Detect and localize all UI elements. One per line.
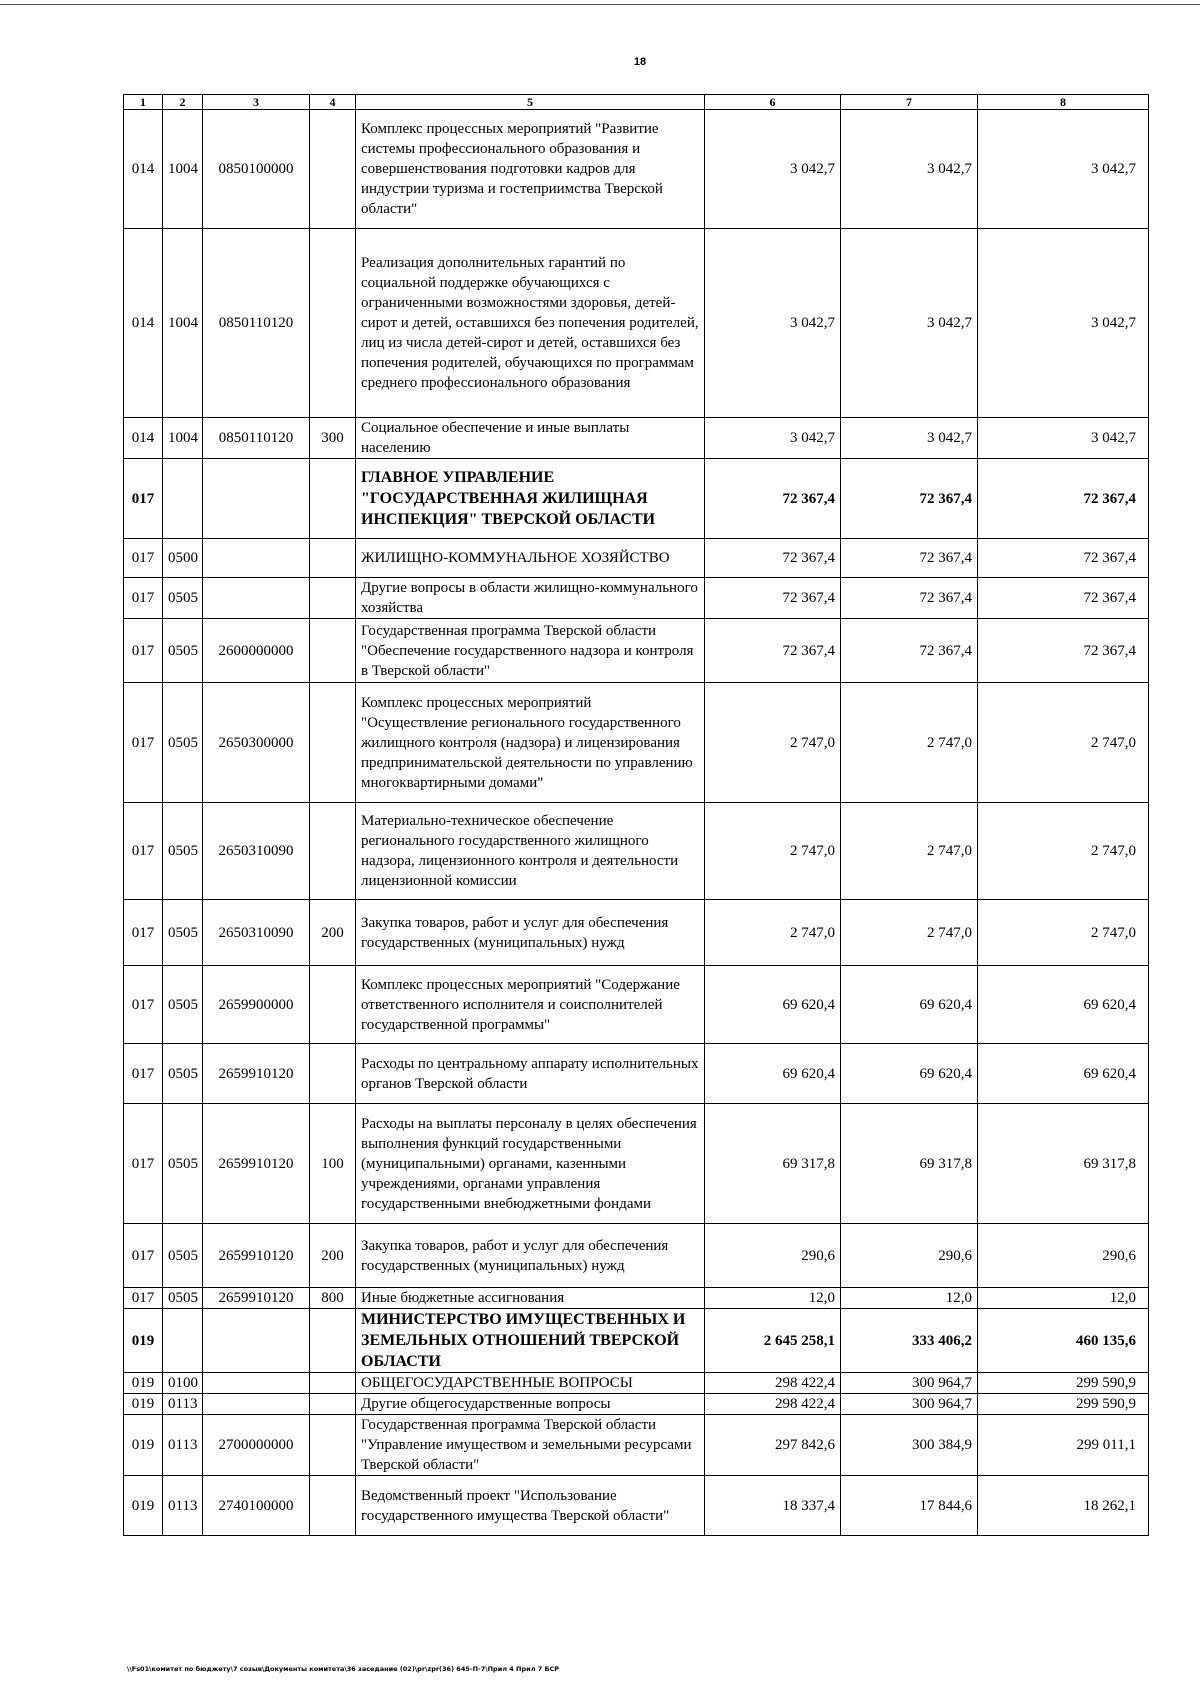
ministry-code: 017 — [124, 966, 163, 1044]
expense-type: 800 — [310, 1288, 356, 1309]
section-code: 0505 — [163, 900, 203, 966]
amount-col6: 72 367,4 — [705, 578, 841, 619]
amount-col8: 299 590,9 — [978, 1394, 1149, 1415]
ministry-code: 017 — [124, 683, 163, 803]
target-article: 2740100000 — [203, 1476, 310, 1536]
item-name: Государственная программа Тверской области "Управление имуществом и земельными ресурсами Тверской области" — [356, 1415, 705, 1476]
amount-col7: 3 042,7 — [841, 110, 978, 229]
section-code: 1004 — [163, 110, 203, 229]
target-article: 0850110120 — [203, 229, 310, 418]
expense-type — [310, 803, 356, 900]
amount-col6: 72 367,4 — [705, 539, 841, 578]
section-code: 0113 — [163, 1476, 203, 1536]
amount-col6: 3 042,7 — [705, 110, 841, 229]
table-row — [124, 1373, 1149, 1394]
item-name: МИНИСТЕРСТВО ИМУЩЕСТВЕННЫХ И ЗЕМЕЛЬНЫХ ОТНОШЕНИЙ ТВЕРСКОЙ ОБЛАСТИ — [356, 1309, 705, 1373]
amount-col7: 72 367,4 — [841, 459, 978, 539]
item-name: Расходы на выплаты персоналу в целях обеспечения выполнения функций государственными (муниципальными) органами, казенными учреждениями, органами управления государственными внебюджетными фондами — [356, 1104, 705, 1224]
expense-type — [310, 683, 356, 803]
table-row — [124, 1394, 1149, 1415]
amount-col7: 72 367,4 — [841, 539, 978, 578]
column-header: 7 — [841, 95, 978, 110]
amount-col6: 298 422,4 — [705, 1373, 841, 1394]
amount-col7: 3 042,7 — [841, 418, 978, 459]
column-numbers-row — [124, 95, 1149, 110]
target-article — [203, 539, 310, 578]
section-code: 0505 — [163, 1104, 203, 1224]
ministry-code: 017 — [124, 619, 163, 683]
ministry-code: 019 — [124, 1415, 163, 1476]
ministry-code: 017 — [124, 803, 163, 900]
target-article: 2700000000 — [203, 1415, 310, 1476]
amount-col6: 12,0 — [705, 1288, 841, 1309]
table-row — [124, 1309, 1149, 1373]
footer-file-path: \\Fs01\комитет по бюджету\7 созыв\Документы комитета\36 заседание (02)\pr\zpr(36) 645-П-7\Прил 4 Прил 7 БСР — [127, 1665, 559, 1673]
section-code: 0505 — [163, 1224, 203, 1288]
column-header: 4 — [310, 95, 356, 110]
table-row — [124, 683, 1149, 803]
ministry-code: 017 — [124, 1044, 163, 1104]
table-row — [124, 1288, 1149, 1309]
amount-col6: 3 042,7 — [705, 418, 841, 459]
expense-type — [310, 459, 356, 539]
ministry-code: 017 — [124, 459, 163, 539]
target-article — [203, 1309, 310, 1373]
table-row — [124, 1044, 1149, 1104]
section-code: 0505 — [163, 803, 203, 900]
amount-col8: 2 747,0 — [978, 683, 1149, 803]
target-article: 2650310090 — [203, 803, 310, 900]
target-article — [203, 459, 310, 539]
ministry-code: 014 — [124, 110, 163, 229]
section-code: 0505 — [163, 683, 203, 803]
target-article: 2600000000 — [203, 619, 310, 683]
section-code: 0113 — [163, 1394, 203, 1415]
table-row — [124, 1224, 1149, 1288]
section-code: 1004 — [163, 418, 203, 459]
item-name: Расходы по центральному аппарату исполнительных органов Тверской области — [356, 1044, 705, 1104]
target-article: 2650300000 — [203, 683, 310, 803]
amount-col8: 12,0 — [978, 1288, 1149, 1309]
table-row — [124, 418, 1149, 459]
amount-col7: 2 747,0 — [841, 803, 978, 900]
amount-col6: 2 645 258,1 — [705, 1309, 841, 1373]
section-code: 0505 — [163, 578, 203, 619]
item-name: Ведомственный проект "Использование государственного имущества Тверской области" — [356, 1476, 705, 1536]
amount-col8: 72 367,4 — [978, 619, 1149, 683]
amount-col8: 69 317,8 — [978, 1104, 1149, 1224]
expense-type: 200 — [310, 1224, 356, 1288]
amount-col7: 69 317,8 — [841, 1104, 978, 1224]
item-name: Иные бюджетные ассигнования — [356, 1288, 705, 1309]
expense-type — [310, 110, 356, 229]
amount-col6: 2 747,0 — [705, 900, 841, 966]
expense-type: 200 — [310, 900, 356, 966]
section-code: 0100 — [163, 1373, 203, 1394]
item-name: Государственная программа Тверской области "Обеспечение государственного надзора и контроля в Тверской области" — [356, 619, 705, 683]
section-code: 0500 — [163, 539, 203, 578]
amount-col6: 69 620,4 — [705, 1044, 841, 1104]
table-row — [124, 539, 1149, 578]
amount-col8: 3 042,7 — [978, 418, 1149, 459]
item-name: Комплекс процессных мероприятий "Содержание ответственного исполнителя и соисполнителей государственной программы" — [356, 966, 705, 1044]
expense-type — [310, 619, 356, 683]
amount-col6: 72 367,4 — [705, 619, 841, 683]
target-article: 2659900000 — [203, 966, 310, 1044]
amount-col7: 3 042,7 — [841, 229, 978, 418]
column-header: 1 — [124, 95, 163, 110]
target-article — [203, 578, 310, 619]
item-name: Комплекс процессных мероприятий "Осуществление регионального государственного жилищного контроля (надзора) и лицензирования предпринимательской деятельности по управлению многоквартирными домами" — [356, 683, 705, 803]
item-name: Материально-техническое обеспечение регионального государственного жилищного надзора, лицензионного контроля и деятельности лицензионной комиссии — [356, 803, 705, 900]
amount-col8: 3 042,7 — [978, 229, 1149, 418]
ministry-code: 019 — [124, 1373, 163, 1394]
amount-col8: 2 747,0 — [978, 803, 1149, 900]
amount-col7: 12,0 — [841, 1288, 978, 1309]
amount-col6: 297 842,6 — [705, 1415, 841, 1476]
target-article: 2650310090 — [203, 900, 310, 966]
expense-type — [310, 539, 356, 578]
expense-type — [310, 1394, 356, 1415]
table-row — [124, 1415, 1149, 1476]
section-code — [163, 459, 203, 539]
expense-type — [310, 229, 356, 418]
amount-col7: 69 620,4 — [841, 966, 978, 1044]
amount-col8: 69 620,4 — [978, 1044, 1149, 1104]
ministry-code: 019 — [124, 1309, 163, 1373]
amount-col7: 2 747,0 — [841, 900, 978, 966]
ministry-code: 019 — [124, 1476, 163, 1536]
amount-col7: 290,6 — [841, 1224, 978, 1288]
column-header: 3 — [203, 95, 310, 110]
expense-type: 300 — [310, 418, 356, 459]
amount-col8: 3 042,7 — [978, 110, 1149, 229]
amount-col6: 2 747,0 — [705, 803, 841, 900]
amount-col7: 72 367,4 — [841, 578, 978, 619]
amount-col6: 3 042,7 — [705, 229, 841, 418]
amount-col6: 2 747,0 — [705, 683, 841, 803]
column-header: 6 — [705, 95, 841, 110]
item-name: Закупка товаров, работ и услуг для обеспечения государственных (муниципальных) нужд — [356, 900, 705, 966]
ministry-code: 017 — [124, 578, 163, 619]
amount-col7: 17 844,6 — [841, 1476, 978, 1536]
ministry-code: 017 — [124, 539, 163, 578]
amount-col8: 18 262,1 — [978, 1476, 1149, 1536]
budget-table — [123, 94, 1149, 1536]
target-article — [203, 1394, 310, 1415]
target-article: 2659910120 — [203, 1044, 310, 1104]
amount-col8: 299 590,9 — [978, 1373, 1149, 1394]
section-code: 0505 — [163, 1044, 203, 1104]
amount-col7: 300 964,7 — [841, 1373, 978, 1394]
amount-col7: 72 367,4 — [841, 619, 978, 683]
amount-col7: 69 620,4 — [841, 1044, 978, 1104]
target-article: 2659910120 — [203, 1288, 310, 1309]
table-row — [124, 900, 1149, 966]
table-row — [124, 110, 1149, 229]
amount-col8: 299 011,1 — [978, 1415, 1149, 1476]
amount-col8: 2 747,0 — [978, 900, 1149, 966]
target-article: 0850110120 — [203, 418, 310, 459]
amount-col6: 18 337,4 — [705, 1476, 841, 1536]
amount-col8: 460 135,6 — [978, 1309, 1149, 1373]
amount-col8: 72 367,4 — [978, 539, 1149, 578]
expense-type — [310, 578, 356, 619]
expense-type: 100 — [310, 1104, 356, 1224]
amount-col6: 298 422,4 — [705, 1394, 841, 1415]
expense-type — [310, 966, 356, 1044]
ministry-code: 014 — [124, 418, 163, 459]
table-row — [124, 803, 1149, 900]
section-code: 1004 — [163, 229, 203, 418]
table-row — [124, 459, 1149, 539]
section-code: 0505 — [163, 966, 203, 1044]
item-name: Другие общегосударственные вопросы — [356, 1394, 705, 1415]
target-article: 2659910120 — [203, 1104, 310, 1224]
amount-col6: 72 367,4 — [705, 459, 841, 539]
target-article: 0850100000 — [203, 110, 310, 229]
amount-col7: 300 964,7 — [841, 1394, 978, 1415]
item-name: Социальное обеспечение и иные выплаты населению — [356, 418, 705, 459]
column-header: 5 — [356, 95, 705, 110]
amount-col7: 333 406,2 — [841, 1309, 978, 1373]
item-name: Другие вопросы в области жилищно-коммунального хозяйства — [356, 578, 705, 619]
amount-col8: 290,6 — [978, 1224, 1149, 1288]
section-code — [163, 1309, 203, 1373]
ministry-code: 014 — [124, 229, 163, 418]
section-code: 0505 — [163, 1288, 203, 1309]
table-row — [124, 578, 1149, 619]
amount-col7: 2 747,0 — [841, 683, 978, 803]
target-article: 2659910120 — [203, 1224, 310, 1288]
column-header: 8 — [978, 95, 1149, 110]
amount-col7: 300 384,9 — [841, 1415, 978, 1476]
amount-col8: 69 620,4 — [978, 966, 1149, 1044]
amount-col6: 69 620,4 — [705, 966, 841, 1044]
expense-type — [310, 1373, 356, 1394]
target-article — [203, 1373, 310, 1394]
ministry-code: 017 — [124, 1224, 163, 1288]
column-header: 2 — [163, 95, 203, 110]
amount-col8: 72 367,4 — [978, 578, 1149, 619]
table-row — [124, 619, 1149, 683]
item-name: Комплекс процессных мероприятий "Развитие системы профессионального образования и совершенствования подготовки кадров для индустрии туризма и гостеприимства Тверской области" — [356, 110, 705, 229]
item-name: ГЛАВНОЕ УПРАВЛЕНИЕ "ГОСУДАРСТВЕННАЯ ЖИЛИЩНАЯ ИНСПЕКЦИЯ" ТВЕРСКОЙ ОБЛАСТИ — [356, 459, 705, 539]
expense-type — [310, 1415, 356, 1476]
item-name: Реализация дополнительных гарантий по социальной поддержке обучающихся с ограниченными возможностями здоровья, детей-сирот и детей, оставшихся без попечения родителей, лиц из числа детей-сирот и детей, оставшихся без попечения родителей, обучающихся по программам среднего профессионального образования — [356, 229, 705, 418]
section-code: 0505 — [163, 619, 203, 683]
table-row — [124, 1104, 1149, 1224]
amount-col8: 72 367,4 — [978, 459, 1149, 539]
section-code: 0113 — [163, 1415, 203, 1476]
table-row — [124, 966, 1149, 1044]
table-row — [124, 1476, 1149, 1536]
table-row — [124, 229, 1149, 418]
amount-col6: 69 317,8 — [705, 1104, 841, 1224]
ministry-code: 019 — [124, 1394, 163, 1415]
expense-type — [310, 1476, 356, 1536]
amount-col6: 290,6 — [705, 1224, 841, 1288]
ministry-code: 017 — [124, 1104, 163, 1224]
page-number: 18 — [633, 56, 647, 68]
expense-type — [310, 1044, 356, 1104]
item-name: ОБЩЕГОСУДАРСТВЕННЫЕ ВОПРОСЫ — [356, 1373, 705, 1394]
item-name: ЖИЛИЩНО-КОММУНАЛЬНОЕ ХОЗЯЙСТВО — [356, 539, 705, 578]
top-rule — [0, 4, 1200, 5]
item-name: Закупка товаров, работ и услуг для обеспечения государственных (муниципальных) нужд — [356, 1224, 705, 1288]
expense-type — [310, 1309, 356, 1373]
ministry-code: 017 — [124, 900, 163, 966]
ministry-code: 017 — [124, 1288, 163, 1309]
